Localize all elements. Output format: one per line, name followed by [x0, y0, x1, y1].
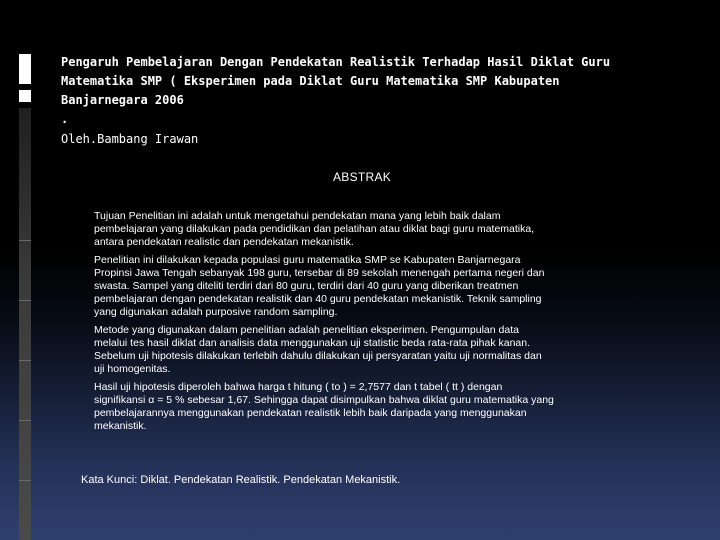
- paragraph-line: Hasil uji hipotesis diperoleh bahwa harga t hitung ( to ) = 2,7577 dan t tabel ( tt ) dengan: [94, 381, 503, 393]
- document-title: [61, 53, 681, 129]
- left-decorative-strip: [19, 108, 31, 540]
- strip-divider: [19, 240, 31, 241]
- strip-divider: [19, 480, 31, 481]
- strip-divider: [19, 300, 31, 301]
- title-line: Matematika SMP ( Eksperimen pada Diklat Guru Matematika SMP Kabupaten: [61, 74, 560, 88]
- paragraph-line: antara pendekatan realistic dan pendekatan mekanistik.: [94, 236, 354, 248]
- paragraph-line: Sebelum uji hipotesis dilakukan terlebih dahulu dilakukan uji persyaratan yaitu uji normalitas dan: [94, 350, 542, 362]
- paragraph-line: swasta. Sampel yang diteliti terdiri dari 80 guru, terdiri dari 40 guru yang diberikan treatmen: [94, 280, 519, 292]
- title-line: Pengaruh Pembelajaran Dengan Pendekatan Realistik Terhadap Hasil Diklat Guru: [61, 55, 611, 69]
- paragraph-line: signifikansi α = 5 % sebesar 1,67. Sehingga dapat disimpulkan bahwa diklat guru matematika yang: [94, 394, 554, 406]
- paragraph-line: Propinsi Jawa Tengah sebanyak 198 guru, tersebar di 89 sekolah menengah pertama negeri dan: [94, 267, 545, 279]
- strip-divider: [19, 360, 31, 361]
- paragraph-line: Tujuan Penelitian ini adalah untuk mengetahui pendekatan mana yang lebih baik dalam: [94, 210, 501, 222]
- paragraph-line: pembelajarannya menggunakan pendekatan realistik lebih baik daripada yang menggunakan: [94, 407, 527, 419]
- paragraph-line: yang digunakan adalah purposive random sampling.: [94, 306, 338, 318]
- paragraph-line: Penelitian ini dilakukan kepada populasi guru matematika SMP se Kabupaten Banjarnegara: [94, 254, 521, 266]
- abstract-paragraph-population: [94, 254, 714, 319]
- author-line: Oleh.Bambang Irawan: [61, 132, 199, 146]
- title-line: .: [61, 112, 69, 126]
- paragraph-line: melalui tes hasil diklat dan analisis data menggunakan uji statistic beda rata-rata pihak kanan.: [94, 337, 531, 349]
- paragraph-line: mekanistik.: [94, 420, 147, 432]
- abstract-body: [94, 210, 714, 438]
- accent-bar-small: [19, 90, 31, 102]
- title-line: Banjarnegara 2006: [61, 93, 184, 107]
- paragraph-line: Metode yang digunakan dalam penelitian adalah penelitian eksperimen. Pengumpulan data: [94, 324, 519, 336]
- paragraph-line: pembelajaran dengan pendekatan realistik dan 40 guru pendekatan mekanistik. Teknik sampling: [94, 293, 542, 305]
- paragraph-line: pembelajaran yang dilakukan pada pendidikan dan pelatihan atau diklat bagi guru matematika,: [94, 223, 535, 235]
- paragraph-line: uji homogenitas.: [94, 363, 171, 375]
- abstract-heading: ABSTRAK: [333, 170, 392, 184]
- strip-divider: [19, 420, 31, 421]
- abstract-paragraph-purpose: [94, 210, 714, 249]
- keywords-line: Kata Kunci: Diklat. Pendekatan Realistik. Pendekatan Mekanistik.: [81, 474, 401, 486]
- abstract-paragraph-method: [94, 324, 714, 376]
- accent-bar-large: [19, 54, 31, 84]
- abstract-paragraph-results: [94, 381, 714, 433]
